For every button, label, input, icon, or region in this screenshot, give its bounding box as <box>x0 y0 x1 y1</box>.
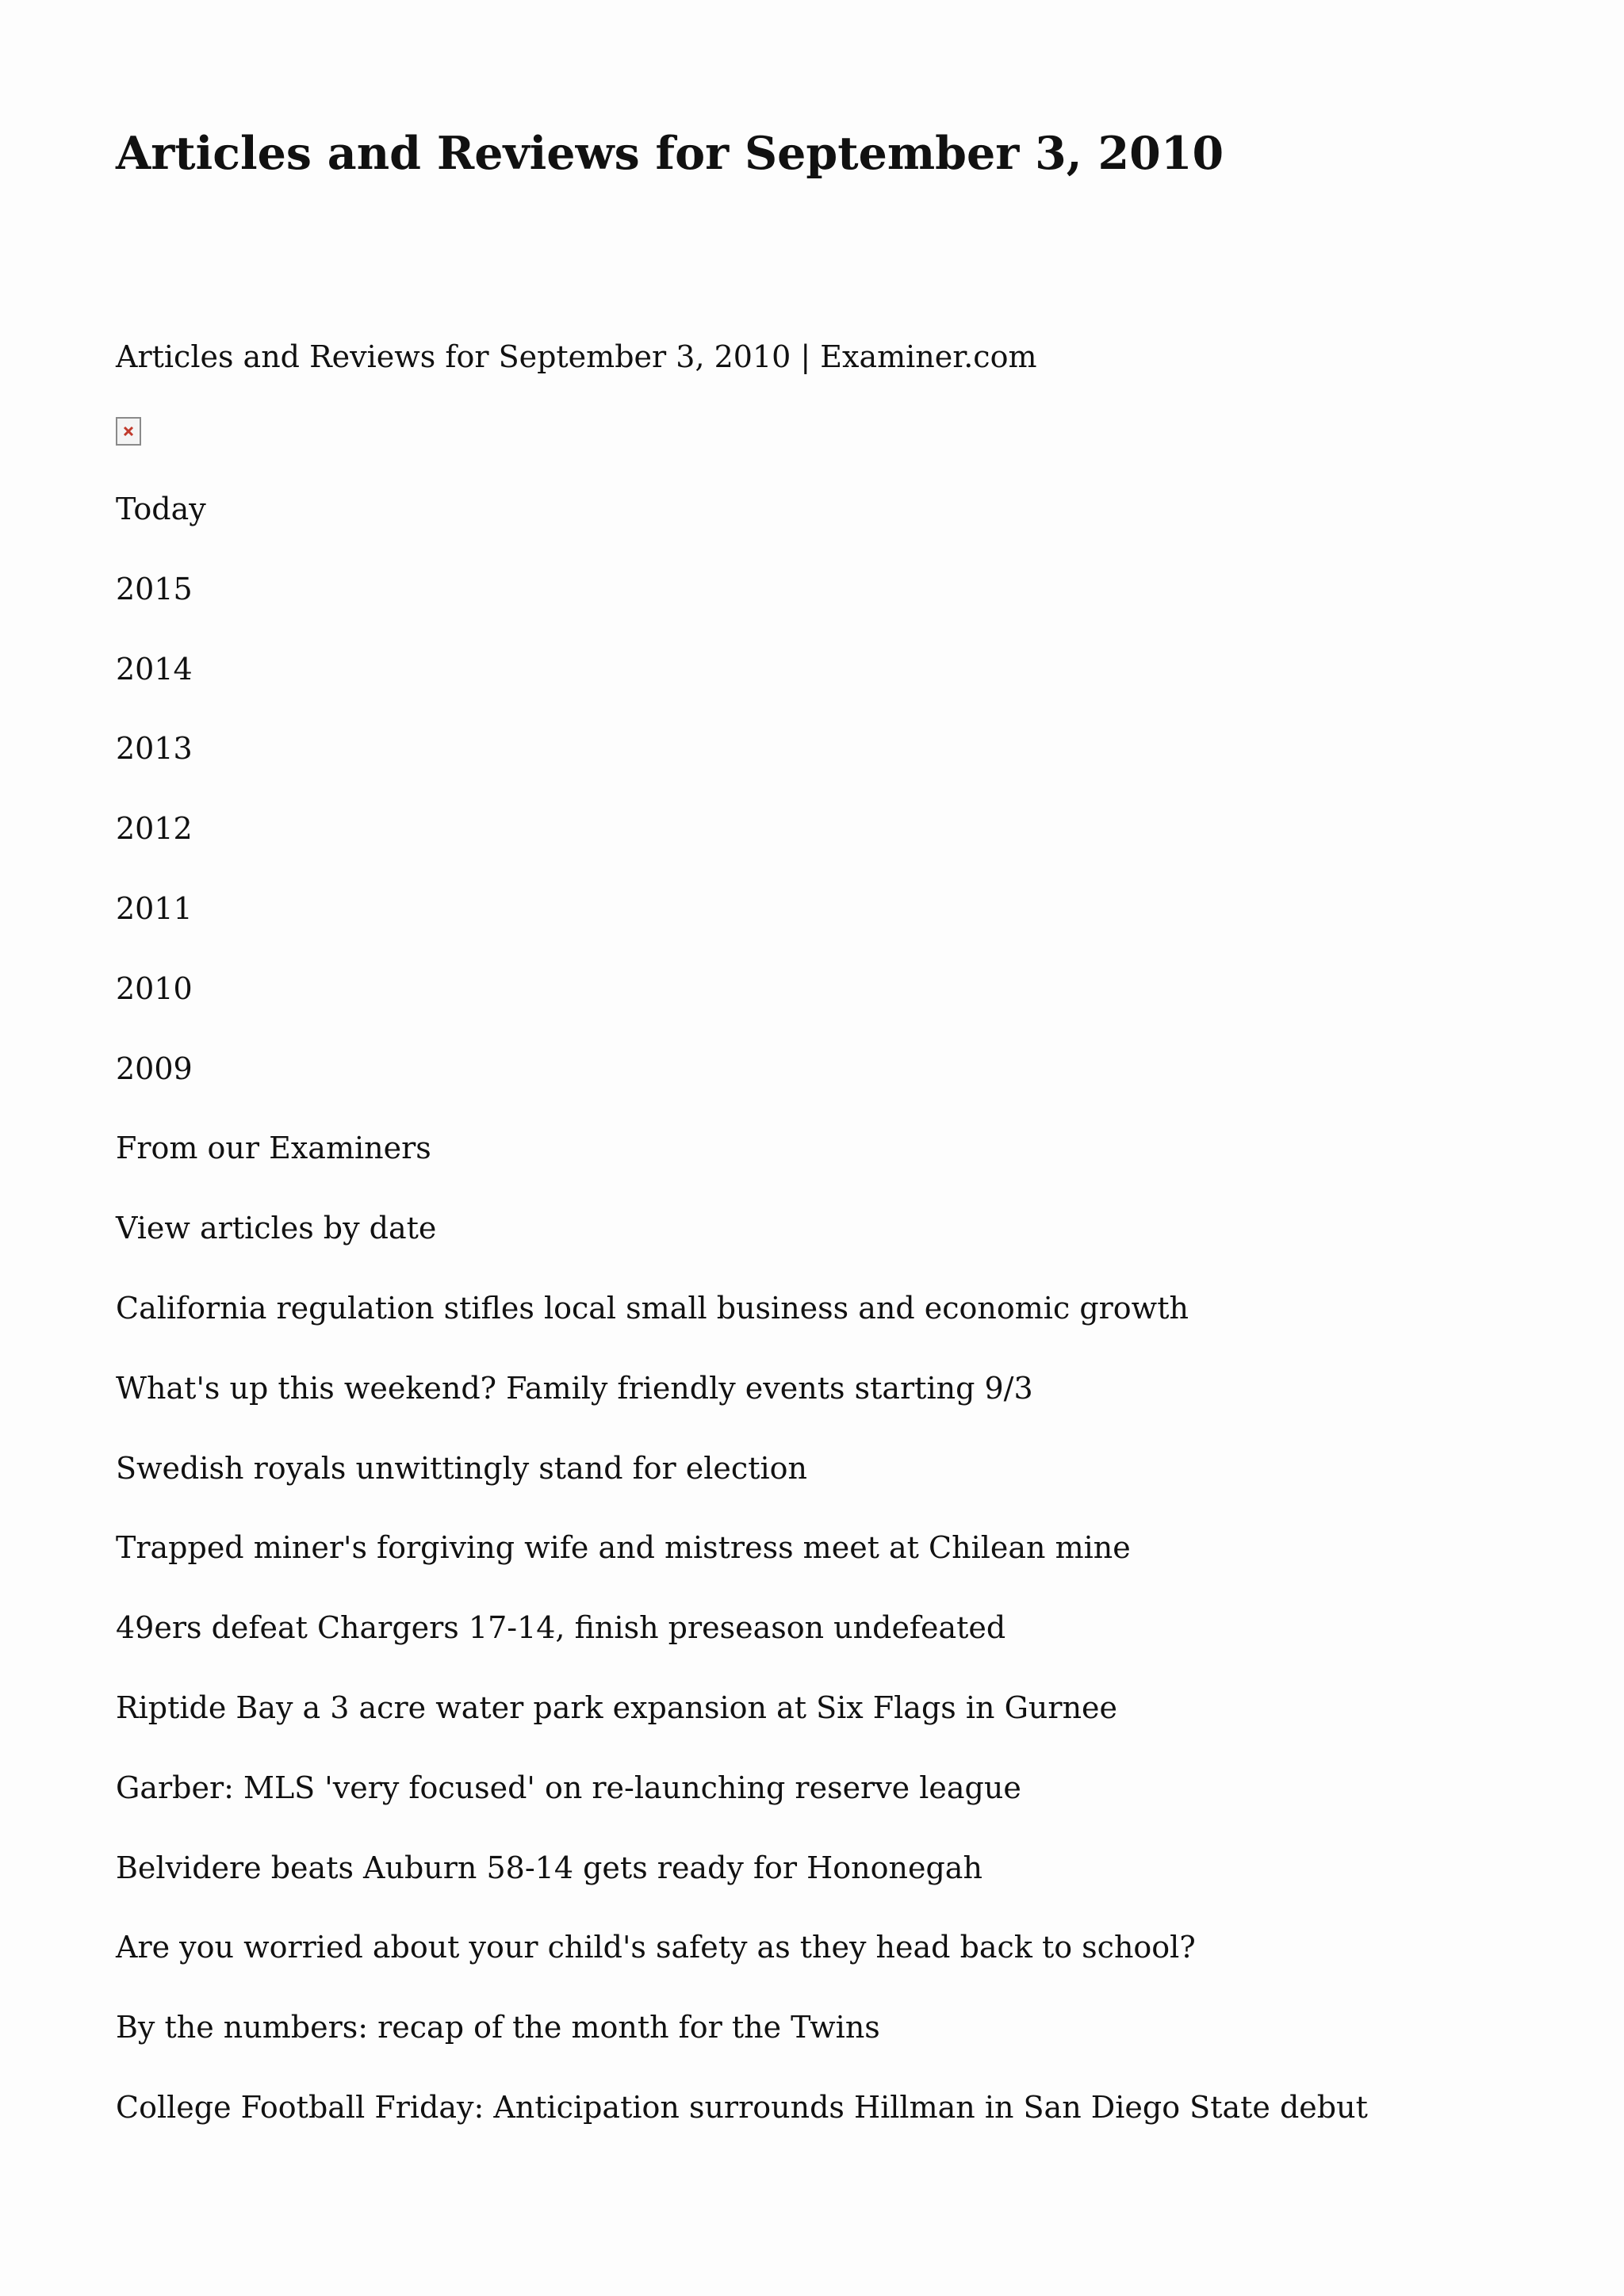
article-link[interactable]: 49ers defeat Chargers 17-14, finish preseason undefeated <box>116 1610 1006 1646</box>
article-link[interactable]: Trapped miner's forgiving wife and mistress meet at Chilean mine <box>116 1530 1131 1566</box>
article-link[interactable]: College Football Friday: Anticipation surrounds Hillman in San Diego State debut <box>116 2089 1368 2125</box>
article-link[interactable]: By the numbers: recap of the month for the Twins <box>116 2010 880 2045</box>
article-link[interactable]: Belvidere beats Auburn 58-14 gets ready for Hononegah <box>116 1850 982 1885</box>
article-link[interactable]: Are you worried about your child's safety as they head back to school? <box>116 1930 1196 1965</box>
nav-link-view-by-date[interactable]: View articles by date <box>116 1211 437 1246</box>
nav-link-2015[interactable]: 2015 <box>116 571 193 607</box>
article-link[interactable]: Riptide Bay a 3 acre water park expansion at Six Flags in Gurnee <box>116 1689 1118 1725</box>
link-list <box>116 485 1368 2164</box>
article-link[interactable]: Swedish royals unwittingly stand for election <box>116 1450 807 1486</box>
page-title: Articles and Reviews for September 3, 2010 <box>116 127 1224 180</box>
nav-link-2009[interactable]: 2009 <box>116 1050 193 1086</box>
nav-link-2012[interactable]: 2012 <box>116 811 193 847</box>
nav-link-2013[interactable]: 2013 <box>116 731 193 767</box>
nav-link-2014[interactable]: 2014 <box>116 651 193 687</box>
page-subtitle: Articles and Reviews for September 3, 2010 | Examiner.com <box>116 339 1037 374</box>
article-link[interactable]: California regulation stifles local small business and economic growth <box>116 1290 1189 1326</box>
nav-link-from-our-examiners[interactable]: From our Examiners <box>116 1131 431 1166</box>
nav-link-today[interactable]: Today <box>116 492 206 526</box>
broken-image-icon <box>116 417 141 446</box>
article-link[interactable]: Garber: MLS 'very focused' on re-launching reserve league <box>116 1770 1021 1805</box>
article-link[interactable]: What's up this weekend? Family friendly events starting 9/3 <box>116 1370 1033 1406</box>
nav-link-2011[interactable]: 2011 <box>116 890 193 926</box>
nav-link-2010[interactable]: 2010 <box>116 970 193 1006</box>
